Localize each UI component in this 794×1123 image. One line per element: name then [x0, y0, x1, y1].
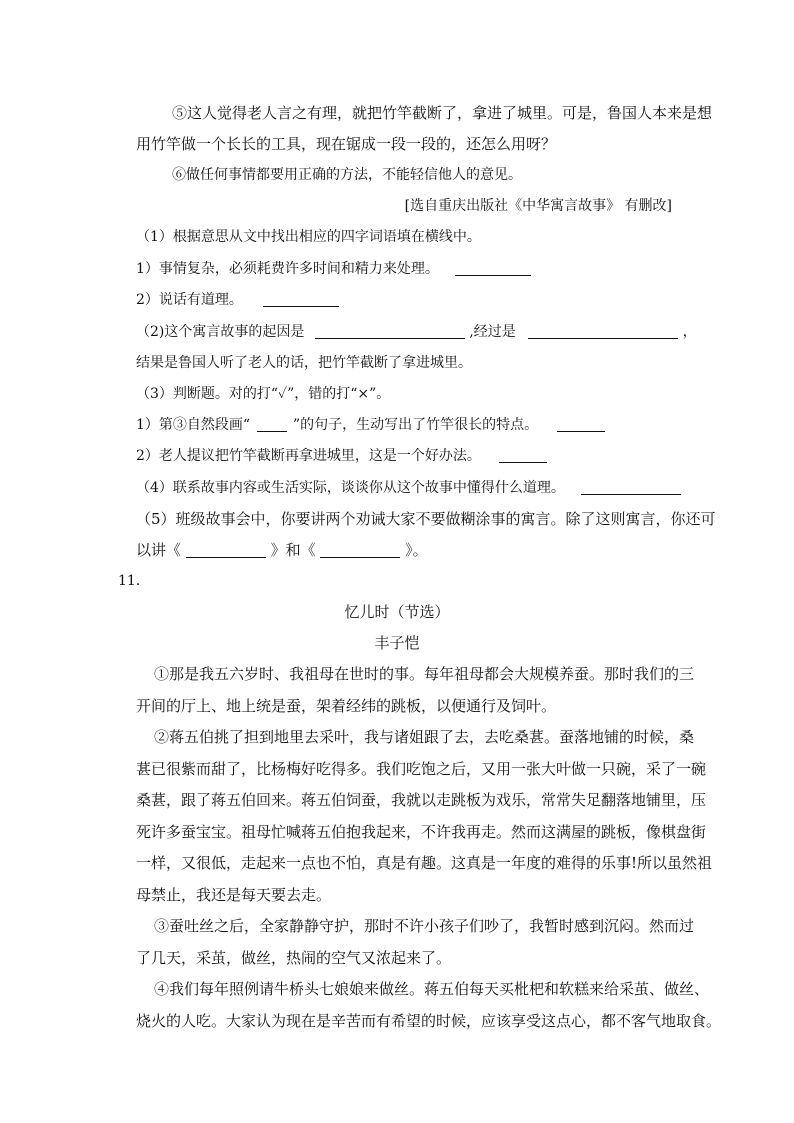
answer-blank[interactable]: [315, 324, 465, 339]
question-2-line-2: 结果是鲁国人听了老人的话，把竹竿截断了拿进城里。: [136, 355, 472, 371]
question-3-item-1: [136, 416, 605, 434]
paragraph-4-line-1: ④我们每年照例请牛桥头七娘娘来做丝。蒋五伯每天买枇杷和软糕来给采茧、做丝、: [154, 980, 710, 998]
answer-blank[interactable]: [257, 417, 287, 432]
answer-blank[interactable]: [186, 543, 266, 558]
paragraph-2-line-5: 一样，又很低，走起来一点也不怕，真是有趣。这真是一年度的难得的乐事!所以虽然祖: [136, 854, 713, 872]
paragraph-2-line-2: 葚已很紫而甜了，比杨梅好吃得多。我们吃饱之后，又用一张大叶做一只碗，采了一碗: [136, 760, 707, 778]
paragraph-2-line-3: 桑葚，跟了蒋五伯回来。蒋五伯饲蚕，我就以走跳板为戏乐，常常失足翻落地铺里，压: [136, 791, 707, 809]
paragraph-2-line-1: ②蒋五伯挑了担到地里去采叶，我与诸姐跟了去，去吃桑葚。蚕落地铺的时候，桑: [154, 728, 695, 746]
question-3-item-2: [136, 447, 547, 465]
answer-blank[interactable]: [263, 292, 339, 307]
question-1-item-2: [136, 291, 339, 309]
paragraph-2-line-6: 母禁止，我还是每天要去走。: [136, 886, 332, 904]
paragraph-3-line-1: ③蚕吐丝之后，全家静静守护，那时不许小孩子们吵了，我暂时感到沉闷。然而过: [154, 917, 695, 935]
answer-blank[interactable]: [499, 448, 547, 463]
question-5-text-a: 以讲《: [136, 541, 182, 559]
source-citation: [选自重庆出版社《中华寓言故事》 有删改]: [404, 198, 672, 214]
answer-blank[interactable]: [557, 417, 605, 432]
paragraph-1-line-2: 开间的厅上、地上统是蚕，架着经纬的跳板，以便通行及饲叶。: [136, 697, 557, 715]
question-3: （3）判断题。对的打“✓”，错的打“×”。: [136, 386, 391, 402]
question-3-item-1-text-a: 1）第③自然段画“: [136, 417, 251, 433]
answer-blank[interactable]: [455, 261, 531, 276]
paragraph-6: ⑥做任何事情都要用正确的方法，不能轻信他人的意见。: [172, 167, 522, 183]
answer-blank[interactable]: [528, 324, 678, 339]
paragraph-1-line-1: ①那是我五六岁时、我祖母在世时的事。每年祖母都会大规模养蚕。那时我们的三: [154, 665, 695, 683]
question-4: [136, 479, 681, 497]
question-4-text: （4）联系故事内容或生活实际，谈谈你从这个故事中懂得什么道理。: [136, 480, 565, 496]
passage-author: 丰子恺: [374, 634, 420, 652]
question-5-line-2: [136, 541, 428, 559]
paragraph-4-line-2: 烧火的人吃。大家认为现在是辛苦而有希望的时候，应该享受这点心，都不客气地取食。: [136, 1012, 722, 1030]
question-2-text-b: ,经过是: [469, 324, 516, 340]
answer-blank[interactable]: [320, 543, 400, 558]
answer-blank[interactable]: [581, 480, 681, 495]
paragraph-2-line-4: 死许多蚕宝宝。祖母忙喊蒋五伯抱我起来，不许我再走。然而这满屋的跳板，像棋盘街: [136, 823, 707, 841]
paragraph-5-line-1: ⑤这人觉得老人言之有理，就把竹竿截断了，拿进了城里。可是，鲁国人本来是想: [172, 104, 713, 122]
question-number: 11．: [118, 573, 150, 589]
paragraph-3-line-2: 了几天，采茧，做丝，热闹的空气又浓起来了。: [136, 949, 452, 967]
question-3-item-2-text: 2）老人提议把竹竿截断再拿进城里，这是一个好办法。: [136, 448, 481, 464]
question-1-item-1-text: 1）事情复杂，必须耗费许多时间和精力来处理。: [136, 261, 439, 277]
paragraph-5-line-2: 用竹竿做一个长长的工具，现在锯成一段一段的，还怎么用呀？: [136, 135, 557, 153]
question-1-item-1: [136, 260, 531, 278]
question-2-text-a: （2)这个寓言故事的起因是: [136, 324, 305, 340]
question-1: （1）根据意思从文中找出相应的四字词语填在横线中。: [136, 229, 481, 245]
question-2: [136, 323, 697, 341]
question-1-item-2-text: 2）说话有道理。: [136, 292, 243, 308]
question-5-text-b: 》和《: [270, 541, 316, 559]
question-3-item-1-text-b: ”的句子，生动写出了竹竿很长的特点。: [292, 417, 539, 433]
question-5-text-c: 》。: [405, 541, 428, 559]
passage-title: 忆儿时（节选）: [344, 603, 450, 621]
question-2-text-c: ，: [682, 324, 697, 340]
question-5-line-1: （5）班级故事会中，你要讲两个劝诫大家不要做糊涂事的寓言。除了这则寓言，你还可: [136, 510, 716, 528]
